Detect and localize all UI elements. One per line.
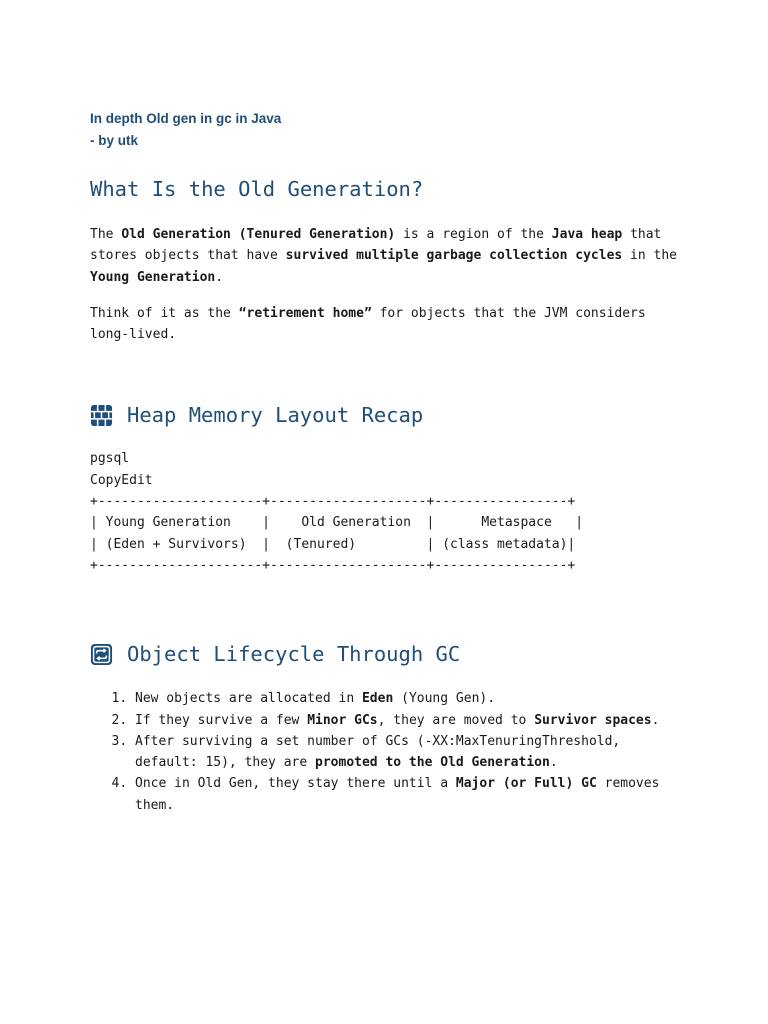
code-line: | Young Generation | Old Generation | Metaspace | xyxy=(90,515,584,531)
text: . xyxy=(549,755,558,771)
text: After surviving a set number of GCs (-XX:MaxTenuringThreshold, default: 15), they are xyxy=(135,733,621,771)
list-item xyxy=(135,710,690,731)
text: for objects that the JVM considers long-lived. xyxy=(90,305,646,343)
paragraph-definition xyxy=(90,224,690,288)
text: The xyxy=(90,227,122,242)
list-item xyxy=(135,731,690,774)
bold-text: “retirement home” xyxy=(238,305,372,321)
text: New objects are allocated in xyxy=(135,691,362,707)
code-line: +---------------------+--------------------+-----------------+ xyxy=(90,557,576,573)
text: , they are moved to xyxy=(377,712,535,728)
text: If they survive a few xyxy=(135,712,308,728)
bold-text: Young Generation xyxy=(90,269,216,285)
text: in the xyxy=(622,248,678,264)
paragraph-analogy xyxy=(90,303,690,346)
list-item xyxy=(135,773,690,816)
document-byline: - by utk xyxy=(90,133,139,148)
document-title: In depth Old gen in gc in Java xyxy=(90,111,282,126)
heading-heap-layout xyxy=(90,401,690,429)
code-line: | (Eden + Survivors) | (Tenured) | (class metadata)| xyxy=(90,536,576,552)
text: Think of it as the xyxy=(90,305,239,321)
bold-text: Java heap xyxy=(551,227,623,242)
text: . xyxy=(215,269,224,285)
text: . xyxy=(651,712,660,728)
bold-text: survived multiple garbage collection cycles xyxy=(285,248,623,264)
document-page xyxy=(90,108,690,816)
bold-text: Major (or Full) GC xyxy=(455,776,597,792)
heading-text: Object Lifecycle Through GC xyxy=(127,642,461,667)
bold-text: promoted to the Old Generation xyxy=(315,755,550,771)
heading-what-is-old-gen xyxy=(90,175,690,203)
lifecycle-steps-list xyxy=(90,688,690,816)
text: is a region of the xyxy=(395,227,552,242)
code-block xyxy=(90,448,690,576)
heading-text: Heap Memory Layout Recap xyxy=(127,403,424,428)
copy-edit-button[interactable]: CopyEdit xyxy=(90,472,153,488)
text: Once in Old Gen, they stay there until a xyxy=(135,776,456,792)
bold-text: Eden xyxy=(361,691,394,707)
code-language-label: pgsql xyxy=(90,451,130,467)
bold-text: Minor GCs xyxy=(307,712,378,728)
heading-lifecycle xyxy=(90,640,690,668)
bold-text: Old Generation (Tenured Generation) xyxy=(121,227,396,242)
bold-text: Survivor spaces xyxy=(534,712,652,728)
code-line: +---------------------+--------------------+-----------------+ xyxy=(90,494,576,510)
text: removes them. xyxy=(135,776,660,813)
brick-icon xyxy=(90,404,113,427)
repeat-icon xyxy=(90,643,113,666)
text: (Young Gen). xyxy=(393,691,496,707)
heading-text: What Is the Old Generation? xyxy=(90,177,424,201)
text: that stores objects that have xyxy=(90,227,662,264)
list-item xyxy=(135,688,690,709)
